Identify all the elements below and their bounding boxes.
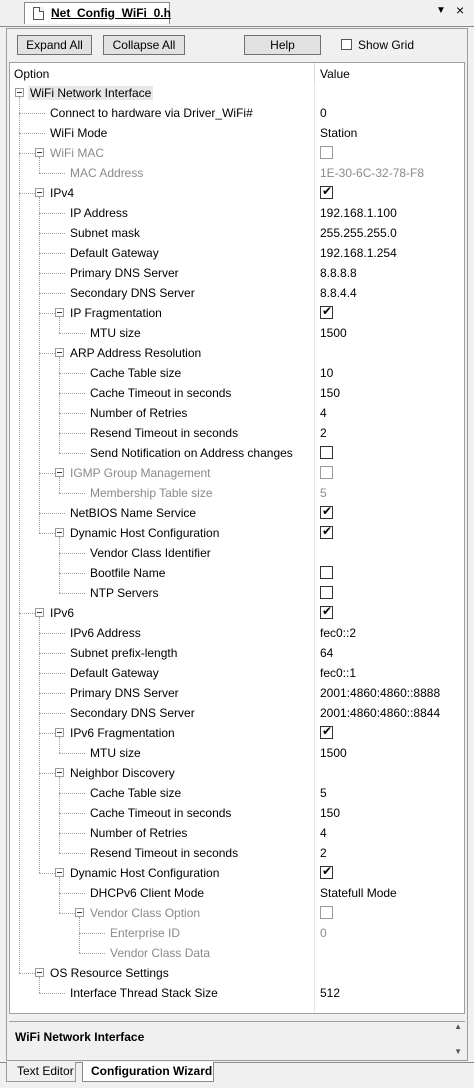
option-label: MAC Address <box>70 166 144 180</box>
tree-connector <box>59 893 85 894</box>
option-label: OS Resource Settings <box>50 966 169 980</box>
tree-connector <box>59 393 85 394</box>
tree-row[interactable] <box>10 783 464 803</box>
tree-connector <box>59 777 60 853</box>
option-label: MTU size <box>90 746 141 760</box>
option-value[interactable]: 8.8.4.4 <box>320 286 357 300</box>
tree-row[interactable] <box>10 723 464 743</box>
option-value[interactable]: 5 <box>320 786 327 800</box>
option-label: Subnet prefix-length <box>70 646 178 660</box>
option-value[interactable]: 10 <box>320 366 334 380</box>
option-checkbox[interactable] <box>320 466 333 479</box>
option-label: Primary DNS Server <box>70 686 179 700</box>
option-label: Enterprise ID <box>110 926 181 940</box>
tree-connector <box>39 633 65 634</box>
tree-connector <box>39 673 65 674</box>
collapse-minus-icon[interactable] <box>55 768 64 777</box>
option-label: Bootfile Name <box>90 566 166 580</box>
collapse-minus-icon[interactable] <box>55 308 64 317</box>
collapse-minus-icon[interactable] <box>35 968 44 977</box>
tree-row[interactable] <box>10 503 464 523</box>
tree-connector <box>19 153 35 154</box>
option-value[interactable]: fec0::1 <box>320 666 357 680</box>
option-checkbox[interactable] <box>320 506 333 519</box>
option-value[interactable]: 192.168.1.254 <box>320 246 397 260</box>
show-grid-checkbox[interactable] <box>341 39 352 50</box>
option-value[interactable]: 2 <box>320 846 327 860</box>
tree-connector <box>39 197 40 533</box>
tree-connector <box>39 273 65 274</box>
option-value[interactable]: 192.168.1.100 <box>320 206 397 220</box>
tab-text-editor[interactable]: Text Editor <box>6 1062 76 1082</box>
option-label: WiFi Mode <box>50 126 108 140</box>
collapse-minus-icon[interactable] <box>55 348 64 357</box>
tree-row[interactable] <box>10 123 464 143</box>
toolbar <box>7 29 467 59</box>
tree-row[interactable] <box>10 263 464 283</box>
tree-connector <box>59 913 75 914</box>
option-label: Neighbor Discovery <box>70 766 175 780</box>
description-scrollbar[interactable] <box>448 1022 465 1058</box>
tree-row[interactable] <box>10 203 464 223</box>
check-icon: ✔ <box>322 524 333 538</box>
option-label: Primary DNS Server <box>70 266 179 280</box>
option-value[interactable]: 1E-30-6C-32-78-F8 <box>320 166 425 180</box>
tree-row[interactable] <box>10 363 464 383</box>
option-value[interactable]: 150 <box>320 386 341 400</box>
option-checkbox[interactable] <box>320 186 333 199</box>
option-label: IP Address <box>70 206 128 220</box>
option-label: Vendor Class Identifier <box>90 546 211 560</box>
tree-connector <box>59 877 60 913</box>
tree-connector <box>39 253 65 254</box>
tree-row[interactable] <box>10 103 464 123</box>
tree-connector <box>39 513 65 514</box>
tree-row[interactable] <box>10 603 464 623</box>
tree-row[interactable] <box>10 863 464 883</box>
tree-connector <box>39 313 55 314</box>
option-value[interactable]: 2 <box>320 426 327 440</box>
tab-divider <box>0 24 474 27</box>
option-label: IPv6 Address <box>70 626 141 640</box>
tree-connector <box>59 537 60 593</box>
tree-row[interactable] <box>10 563 464 583</box>
tree-connector <box>39 977 40 993</box>
option-label: Vendor Class Option <box>90 906 201 920</box>
option-column-header: Option <box>14 67 50 81</box>
tree-connector <box>39 713 65 714</box>
collapse-minus-icon[interactable] <box>15 88 24 97</box>
tree-row[interactable] <box>10 883 464 903</box>
tree-connector <box>59 553 85 554</box>
tree-row[interactable] <box>10 663 464 683</box>
tree-connector <box>59 813 85 814</box>
check-icon: ✔ <box>322 864 333 878</box>
collapse-minus-icon[interactable] <box>35 608 44 617</box>
tree-row[interactable] <box>10 243 464 263</box>
option-label: NetBIOS Name Service <box>70 506 197 520</box>
tree-row[interactable] <box>10 763 464 783</box>
tree-connector <box>39 873 55 874</box>
value-column-header: Value <box>320 67 350 81</box>
collapse-minus-icon[interactable] <box>55 728 64 737</box>
tree-connector <box>39 653 65 654</box>
collapse-minus-icon[interactable] <box>35 188 44 197</box>
option-label: Dynamic Host Configuration <box>70 866 220 880</box>
tree-connector <box>19 613 35 614</box>
tree-connector <box>39 693 65 694</box>
collapse-minus-icon[interactable] <box>75 908 84 917</box>
tree-connector <box>59 433 85 434</box>
tree-header <box>10 63 464 83</box>
tree-row[interactable] <box>10 523 464 543</box>
collapse-minus-icon[interactable] <box>55 868 64 877</box>
bottom-tab-bar <box>0 1062 474 1088</box>
option-label: Secondary DNS Server <box>70 706 195 720</box>
option-value[interactable]: 0 <box>320 106 327 120</box>
option-value[interactable]: Station <box>320 126 358 140</box>
check-icon: ✔ <box>322 504 333 518</box>
tree-connector <box>59 833 85 834</box>
tree-connector <box>59 453 85 454</box>
option-label: Dynamic Host Configuration <box>70 526 220 540</box>
tree-row[interactable] <box>10 643 464 663</box>
option-value[interactable]: 512 <box>320 986 341 1000</box>
option-value[interactable]: 5 <box>320 486 327 500</box>
tree-connector <box>79 933 105 934</box>
check-icon: ✔ <box>322 604 333 618</box>
option-label: Cache Timeout in seconds <box>90 386 232 400</box>
option-label: Cache Table size <box>90 786 182 800</box>
option-label: Interface Thread Stack Size <box>70 986 218 1000</box>
option-checkbox[interactable] <box>320 146 333 159</box>
tree-row[interactable] <box>10 183 464 203</box>
tree-connector <box>19 133 45 134</box>
option-label: NTP Servers <box>90 586 159 600</box>
tree-connector <box>19 973 35 974</box>
tree-connector <box>19 193 35 194</box>
option-value[interactable]: 8.8.8.8 <box>320 266 357 280</box>
tree-connector <box>59 373 85 374</box>
option-value[interactable]: 2001:4860:4860::8888 <box>320 686 441 700</box>
configuration-wizard-panel <box>6 28 468 1061</box>
option-value[interactable]: 4 <box>320 406 327 420</box>
option-label: Default Gateway <box>70 666 159 680</box>
option-tree <box>9 62 465 1014</box>
tree-connector <box>59 573 85 574</box>
scroll-up-icon[interactable]: ▲ <box>454 1022 462 1031</box>
option-value[interactable]: 1500 <box>320 326 347 340</box>
tree-connector <box>39 533 55 534</box>
option-label: Number of Retries <box>90 406 188 420</box>
option-checkbox[interactable] <box>320 586 333 599</box>
close-icon[interactable]: × <box>456 2 465 18</box>
tree-row[interactable] <box>10 223 464 243</box>
tree-connector <box>59 593 85 594</box>
tree-connector <box>39 293 65 294</box>
tree-connector <box>59 477 60 493</box>
description-pane <box>9 1021 465 1058</box>
option-checkbox[interactable] <box>320 446 333 459</box>
tree-connector <box>39 157 40 173</box>
option-label: ARP Address Resolution <box>70 346 202 360</box>
option-label: Subnet mask <box>70 226 141 240</box>
tree-row[interactable] <box>10 423 464 443</box>
option-label: Connect to hardware via Driver_WiFi# <box>50 106 253 120</box>
option-checkbox[interactable] <box>320 906 333 919</box>
tree-connector <box>39 993 65 994</box>
chevron-down-icon[interactable]: ▼ <box>436 5 446 16</box>
option-label: Vendor Class Data <box>110 946 211 960</box>
tree-connector <box>59 753 85 754</box>
tree-connector <box>59 317 60 333</box>
tree-connector <box>39 773 55 774</box>
tree-connector <box>39 617 40 873</box>
collapse-minus-icon[interactable] <box>55 528 64 537</box>
check-icon: ✔ <box>322 304 333 318</box>
option-label: IPv4 <box>50 186 75 200</box>
tree-row[interactable] <box>10 383 464 403</box>
check-icon: ✔ <box>322 724 333 738</box>
option-label: IP Fragmentation <box>70 306 162 320</box>
tree-row[interactable] <box>10 963 464 983</box>
option-checkbox[interactable] <box>320 606 333 619</box>
option-value[interactable]: 4 <box>320 826 327 840</box>
tree-connector <box>39 473 55 474</box>
tree-row[interactable] <box>10 143 464 163</box>
option-label: WiFi Network Interface <box>30 86 152 100</box>
option-checkbox[interactable] <box>320 526 333 539</box>
tree-connector <box>39 213 65 214</box>
tree-row[interactable] <box>10 343 464 363</box>
tree-connector <box>59 413 85 414</box>
tab-configuration-wizard[interactable]: Configuration Wizard <box>82 1062 214 1082</box>
tree-row[interactable] <box>10 583 464 603</box>
tree-connector <box>79 917 80 953</box>
option-value[interactable]: 64 <box>320 646 334 660</box>
tree-row[interactable] <box>10 443 464 463</box>
option-label: Resend Timeout in seconds <box>90 846 239 860</box>
option-checkbox[interactable] <box>320 726 333 739</box>
collapse-all-button[interactable]: Collapse All <box>103 35 185 55</box>
option-value[interactable]: 1500 <box>320 746 347 760</box>
tree-row[interactable] <box>10 623 464 643</box>
tree-row[interactable] <box>10 83 464 103</box>
column-separator[interactable] <box>314 63 315 83</box>
option-label: WiFi MAC <box>50 146 104 160</box>
tree-connector <box>59 793 85 794</box>
tree-connector <box>59 853 85 854</box>
option-label: DHCPv6 Client Mode <box>90 886 205 900</box>
tree-connector <box>39 173 65 174</box>
option-value[interactable]: Statefull Mode <box>320 886 397 900</box>
tree-row[interactable] <box>10 303 464 323</box>
option-label: MTU size <box>90 326 141 340</box>
tree-row[interactable] <box>10 843 464 863</box>
file-tab-title: Net_Config_WiFi_0.h <box>51 6 171 20</box>
tree-connector <box>19 113 45 114</box>
tree-row[interactable] <box>10 403 464 423</box>
option-label: Secondary DNS Server <box>70 286 195 300</box>
option-label: IPv6 <box>50 606 75 620</box>
tree-connector <box>19 97 20 973</box>
tree-row[interactable] <box>10 983 464 1003</box>
tree-connector <box>79 953 105 954</box>
option-value[interactable]: fec0::2 <box>320 626 357 640</box>
file-tab-bar <box>0 0 474 24</box>
collapse-minus-icon[interactable] <box>55 468 64 477</box>
show-grid-label: Show Grid <box>358 38 415 52</box>
option-label: IPv6 Fragmentation <box>70 726 175 740</box>
tree-connector <box>39 233 65 234</box>
tree-row[interactable] <box>10 823 464 843</box>
option-label: Cache Table size <box>90 366 182 380</box>
tree-connector <box>39 353 55 354</box>
option-label: Membership Table size <box>90 486 213 500</box>
tree-row[interactable] <box>10 543 464 563</box>
tree-connector <box>59 357 60 453</box>
file-tab[interactable] <box>24 2 170 24</box>
option-label: Resend Timeout in seconds <box>90 426 239 440</box>
option-checkbox[interactable] <box>320 566 333 579</box>
option-value[interactable]: 150 <box>320 806 341 820</box>
tree-connector <box>39 733 55 734</box>
option-checkbox[interactable] <box>320 306 333 319</box>
tree-connector <box>59 493 85 494</box>
tree-row[interactable] <box>10 463 464 483</box>
collapse-minus-icon[interactable] <box>35 148 44 157</box>
tree-row[interactable] <box>10 163 464 183</box>
help-button[interactable]: Help <box>244 35 321 55</box>
option-label: Default Gateway <box>70 246 159 260</box>
option-label: IGMP Group Management <box>70 466 211 480</box>
check-icon: ✔ <box>322 184 333 198</box>
tree-row[interactable] <box>10 483 464 503</box>
option-value[interactable]: 2001:4860:4860::8844 <box>320 706 441 720</box>
option-label: Cache Timeout in seconds <box>90 806 232 820</box>
tree-connector <box>59 737 60 753</box>
expand-all-button[interactable]: Expand All <box>17 35 92 55</box>
option-label: Number of Retries <box>90 826 188 840</box>
option-label: Send Notification on Address changes <box>90 446 293 460</box>
option-value[interactable]: 0 <box>320 926 327 940</box>
option-checkbox[interactable] <box>320 866 333 879</box>
tree-row[interactable] <box>10 743 464 763</box>
tree-row[interactable] <box>10 283 464 303</box>
document-icon <box>33 7 44 20</box>
description-title: WiFi Network Interface <box>15 1030 145 1044</box>
tree-row[interactable] <box>10 803 464 823</box>
option-value[interactable]: 255.255.255.0 <box>320 226 397 240</box>
tree-connector <box>59 333 85 334</box>
tree-row[interactable] <box>10 683 464 703</box>
scroll-down-icon[interactable]: ▼ <box>454 1047 462 1056</box>
tree-row[interactable] <box>10 703 464 723</box>
tree-row[interactable] <box>10 323 464 343</box>
